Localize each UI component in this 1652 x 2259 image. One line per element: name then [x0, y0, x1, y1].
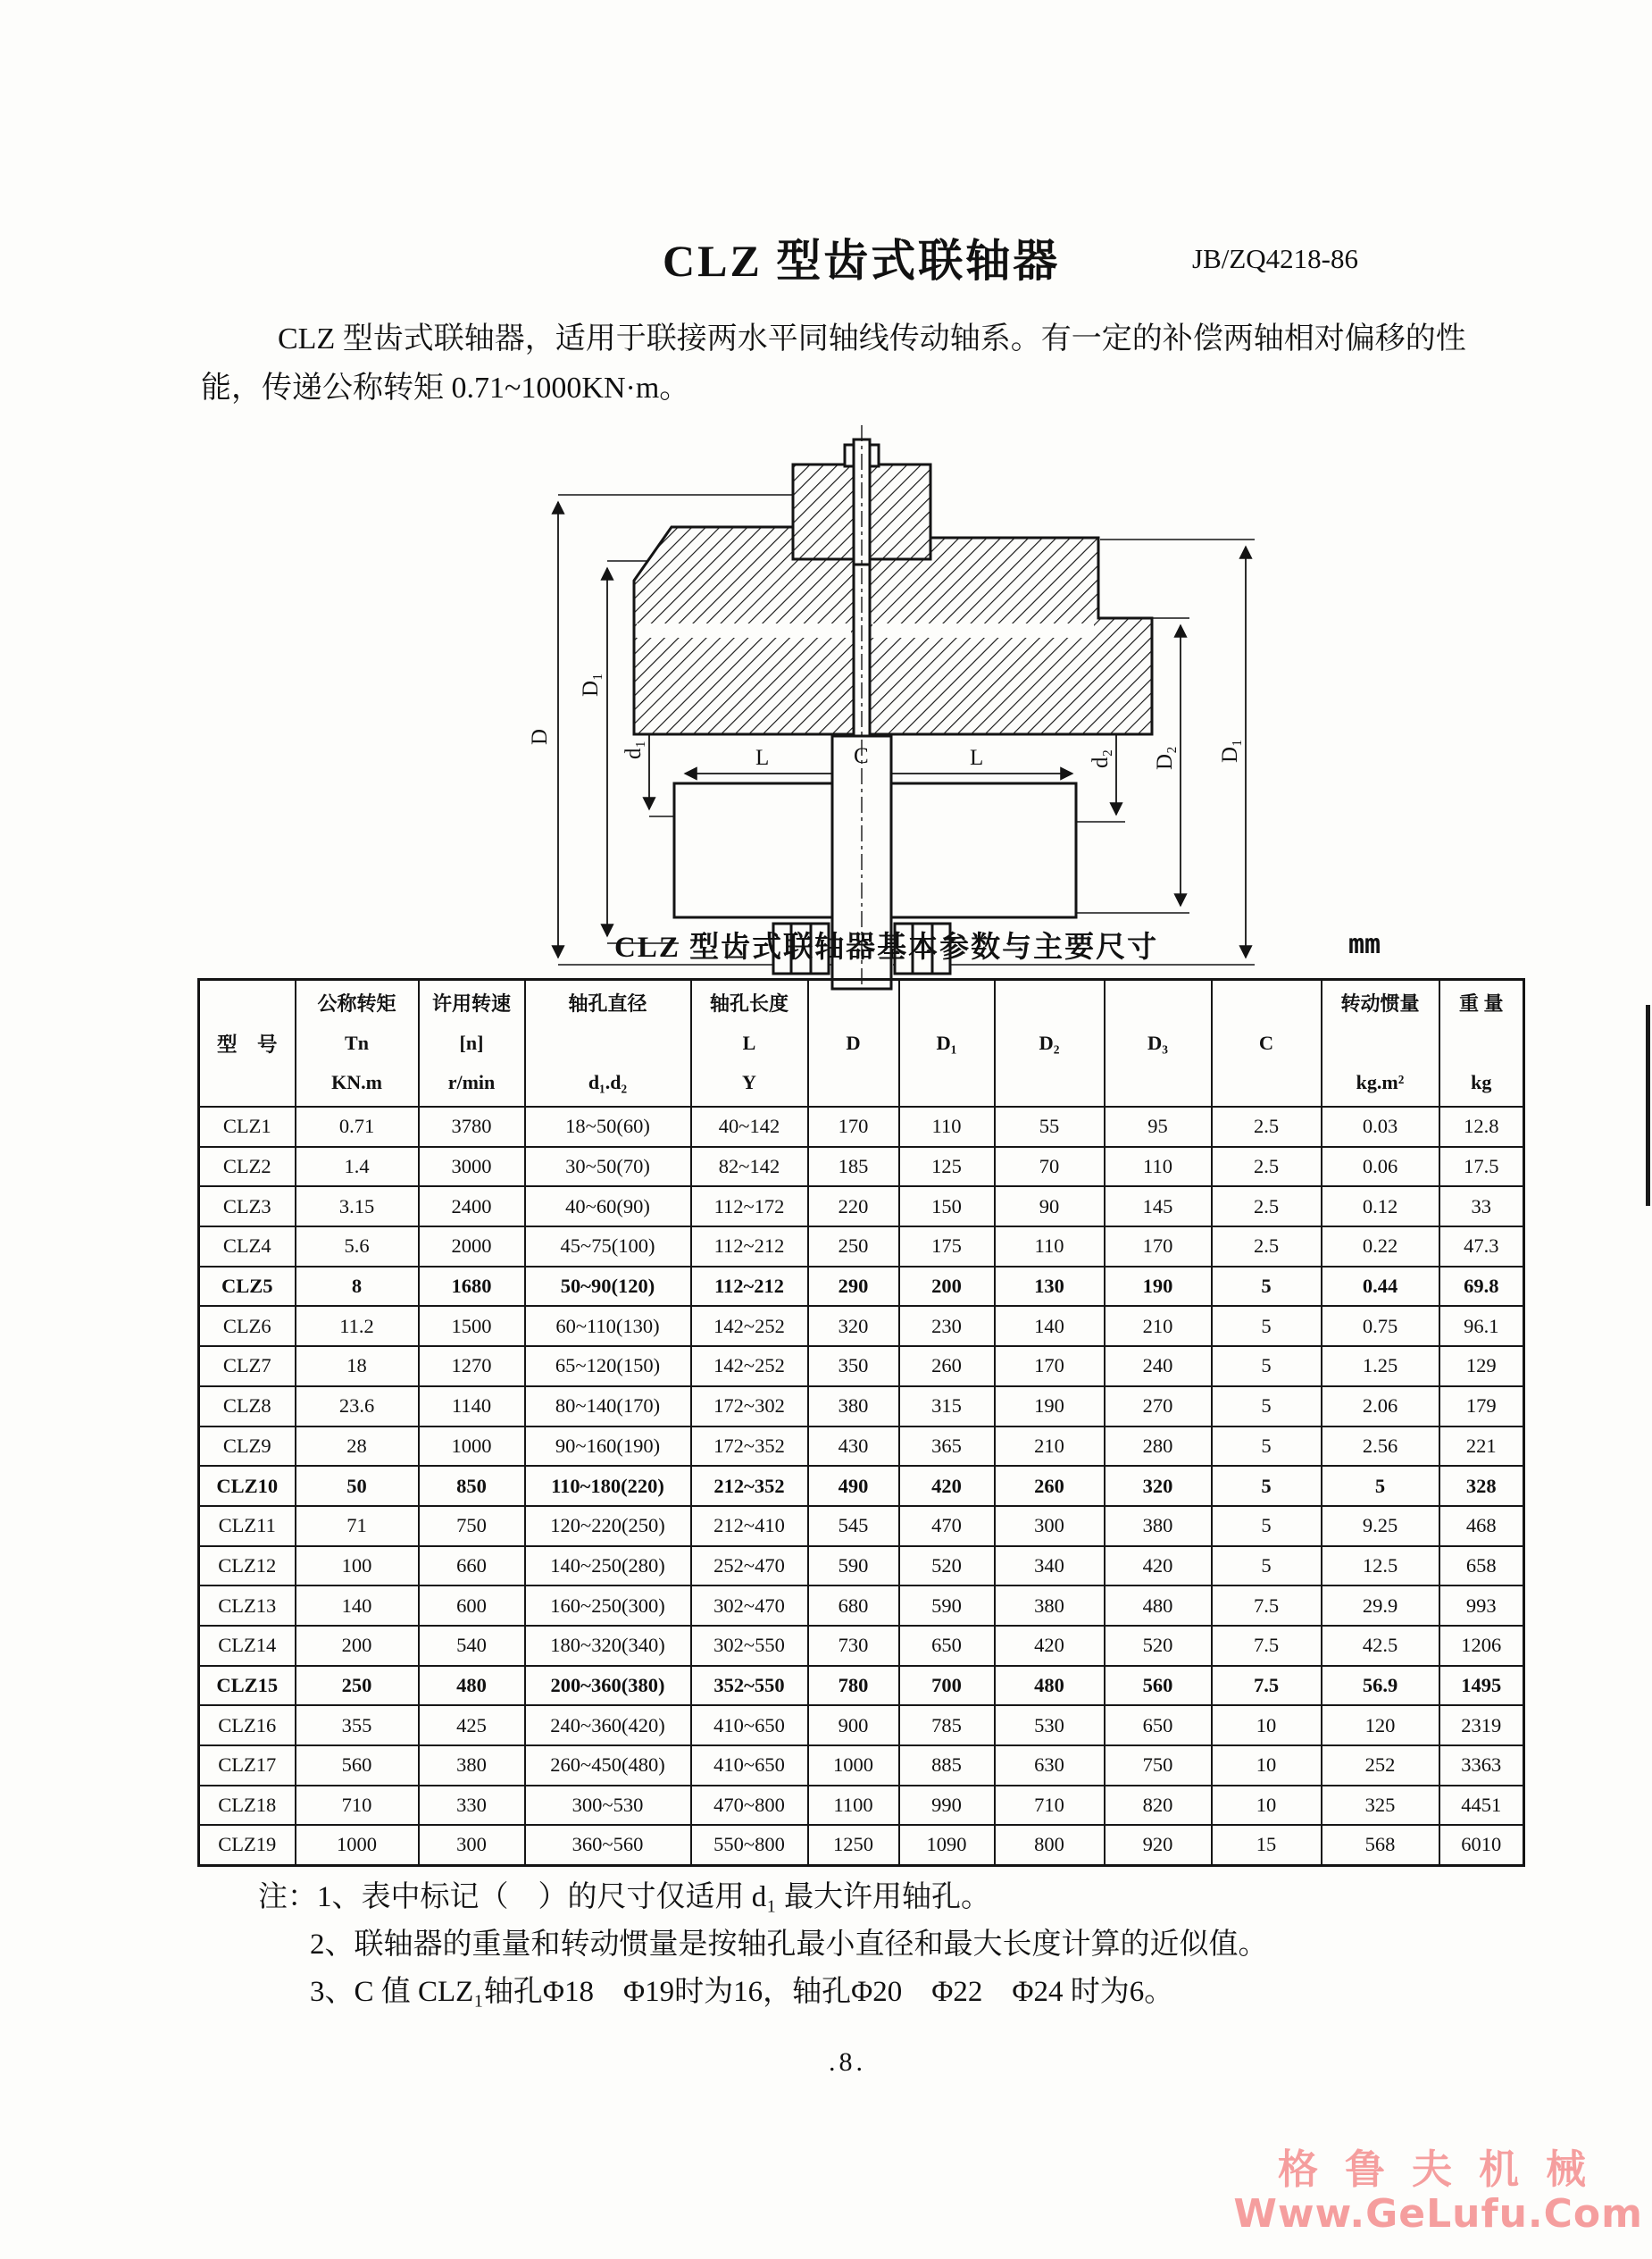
table-cell: 170 [808, 1107, 899, 1147]
table-header-cell: 公称转矩 Tn KN.m [296, 980, 419, 1108]
dim-label-D1-left: D₁ [579, 673, 603, 697]
table-cell: 5.6 [296, 1226, 419, 1267]
table-cell: 730 [808, 1626, 899, 1666]
table-row [199, 1267, 1524, 1307]
table-title: CLZ 型齿式联轴器基本参数与主要尺寸 [614, 932, 1159, 964]
table-cell: 7.5 [1212, 1666, 1322, 1706]
table-cell: 320 [808, 1306, 899, 1346]
table-cell: 480 [995, 1666, 1105, 1706]
table-cell: 200~360(380) [525, 1666, 691, 1706]
table-row [199, 1546, 1524, 1586]
page-title: CLZ 型齿式联轴器 [663, 236, 1061, 286]
table-cell: 18~50(60) [525, 1107, 691, 1147]
table-unit: mm [1348, 929, 1381, 960]
table-cell: 800 [995, 1825, 1105, 1865]
table-cell: 29.9 [1322, 1585, 1439, 1626]
table-cell: 410~650 [691, 1745, 808, 1786]
table-cell: 420 [1105, 1546, 1212, 1586]
parameters-table [197, 978, 1525, 1867]
table-cell: 56.9 [1322, 1666, 1439, 1706]
table-cell: 380 [1105, 1506, 1212, 1546]
table-cell: CLZ6 [199, 1306, 296, 1346]
coupling-section-drawing [500, 413, 1304, 993]
coupling-body [634, 439, 1152, 989]
table-cell: 480 [1105, 1585, 1212, 1626]
table-cell: 10 [1212, 1745, 1322, 1786]
table-cell: 212~410 [691, 1506, 808, 1546]
table-cell: 40~142 [691, 1107, 808, 1147]
table-cell: 2.5 [1212, 1107, 1322, 1147]
table-cell: 1250 [808, 1825, 899, 1865]
table-header-cell: D [808, 980, 899, 1108]
table-cell: 2400 [419, 1186, 525, 1226]
table-cell: 47.3 [1439, 1226, 1524, 1267]
table-row [199, 1626, 1524, 1666]
table-cell: 110 [899, 1107, 995, 1147]
dim-label-D2: D₂ [1153, 746, 1177, 770]
table-cell: CLZ10 [199, 1466, 296, 1506]
table-cell: 221 [1439, 1427, 1524, 1467]
table-cell: 112~212 [691, 1267, 808, 1307]
table-cell: CLZ3 [199, 1186, 296, 1226]
table-cell: CLZ5 [199, 1267, 296, 1307]
table-cell: 23.6 [296, 1386, 419, 1427]
table-cell: 2000 [419, 1226, 525, 1267]
table-cell: 240~360(420) [525, 1705, 691, 1745]
watermark-url: Www.GeLufu.Com [1233, 2190, 1643, 2237]
table-cell: 140 [995, 1306, 1105, 1346]
table-cell: 200 [296, 1626, 419, 1666]
table-cell: CLZ13 [199, 1585, 296, 1626]
table-header-cell: 轴孔直径 d₁.d₂ [525, 980, 691, 1108]
table-cell: 780 [808, 1666, 899, 1706]
table-row [199, 1107, 1524, 1147]
table-cell: 302~550 [691, 1626, 808, 1666]
table-cell: 0.03 [1322, 1107, 1439, 1147]
table-header-cell: D₁ [899, 980, 995, 1108]
table-cell: 320 [1105, 1466, 1212, 1506]
table-cell: 8 [296, 1267, 419, 1307]
table-cell: 140 [296, 1585, 419, 1626]
table-cell: 0.71 [296, 1107, 419, 1147]
table-body [199, 1107, 1524, 1865]
table-cell: 5 [1212, 1386, 1322, 1427]
table-cell: 95 [1105, 1107, 1212, 1147]
table-cell: 11.2 [296, 1306, 419, 1346]
table-cell: 0.44 [1322, 1267, 1439, 1307]
table-cell: 410~650 [691, 1705, 808, 1745]
table-cell: 1680 [419, 1267, 525, 1307]
table-cell: 7.5 [1212, 1626, 1322, 1666]
table-cell: 3000 [419, 1147, 525, 1187]
table-header-cell: D₂ [995, 980, 1105, 1108]
table-cell: 45~75(100) [525, 1226, 691, 1267]
table-row [199, 1506, 1524, 1546]
table-cell: 490 [808, 1466, 899, 1506]
table-cell: 1.25 [1322, 1346, 1439, 1386]
table-header-cell: C [1212, 980, 1322, 1108]
table-cell: 10 [1212, 1786, 1322, 1826]
table-cell: 2319 [1439, 1705, 1524, 1745]
table-cell: 260~450(480) [525, 1745, 691, 1786]
table-cell: 315 [899, 1386, 995, 1427]
table-cell: 850 [419, 1466, 525, 1506]
table-cell: 350 [808, 1346, 899, 1386]
dim-label-L-left: L [755, 746, 770, 770]
table-cell: 7.5 [1212, 1585, 1322, 1626]
table-cell: 110 [995, 1226, 1105, 1267]
table-cell: 18 [296, 1346, 419, 1386]
table-cell: 230 [899, 1306, 995, 1346]
note-item-2: 2、联轴器的重量和转动惯量是按轴孔最小直径和最大长度计算的近似值。 [310, 1929, 1268, 1961]
table-cell: 3363 [1439, 1745, 1524, 1786]
table-cell: 680 [808, 1585, 899, 1626]
table-cell: 145 [1105, 1186, 1212, 1226]
dim-label-C: C [854, 744, 869, 768]
table-cell: CLZ2 [199, 1147, 296, 1187]
table-cell: 5 [1212, 1346, 1322, 1386]
table-cell: 250 [808, 1226, 899, 1267]
table-cell: 80~140(170) [525, 1386, 691, 1427]
table-cell: 142~252 [691, 1306, 808, 1346]
table-cell: 0.22 [1322, 1226, 1439, 1267]
table-cell: 5 [1322, 1466, 1439, 1506]
table-cell: 470~800 [691, 1786, 808, 1826]
table-cell: 260 [995, 1466, 1105, 1506]
table-cell: 1206 [1439, 1626, 1524, 1666]
note-item-3: 3、C 值 CLZ₁轴孔Φ18 Φ19时为16，轴孔Φ20 Φ22 Φ24 时为6。 [310, 1976, 1174, 2008]
table-cell: 1100 [808, 1786, 899, 1826]
table-cell: 250 [296, 1666, 419, 1706]
table-cell: CLZ18 [199, 1786, 296, 1826]
note-label: 注： [258, 1881, 317, 1913]
table-cell: 210 [1105, 1306, 1212, 1346]
table-row [199, 1705, 1524, 1745]
table-cell: 325 [1322, 1786, 1439, 1826]
note-line-2 [258, 1921, 1446, 1969]
scan-edge-artifact [1646, 1005, 1650, 1206]
table-cell: 175 [899, 1226, 995, 1267]
table-cell: 50 [296, 1466, 419, 1506]
table-cell: 112~172 [691, 1186, 808, 1226]
table-cell: 4451 [1439, 1786, 1524, 1826]
table-cell: 172~352 [691, 1427, 808, 1467]
table-cell: 1000 [296, 1825, 419, 1865]
table-row [199, 1585, 1524, 1626]
table-row [199, 1147, 1524, 1187]
table-cell: 28 [296, 1427, 419, 1467]
table-cell: 0.06 [1322, 1147, 1439, 1187]
table-cell: 112~212 [691, 1226, 808, 1267]
table-cell: 300~530 [525, 1786, 691, 1826]
intro-paragraph [201, 314, 1536, 413]
note-line-1 [258, 1874, 1446, 1921]
table-cell: 1270 [419, 1346, 525, 1386]
table-header-cell: 重 量 kg [1439, 980, 1524, 1108]
table-cell: 330 [419, 1786, 525, 1826]
table-cell: 545 [808, 1506, 899, 1546]
table-cell: 300 [419, 1825, 525, 1865]
table-row [199, 1427, 1524, 1467]
table-cell: 820 [1105, 1786, 1212, 1826]
table-cell: 302~470 [691, 1585, 808, 1626]
table-row [199, 1386, 1524, 1427]
table-cell: 530 [995, 1705, 1105, 1745]
table-row [199, 1466, 1524, 1506]
table-cell: 750 [1105, 1745, 1212, 1786]
intro-line-1: CLZ 型齿式联轴器，适用于联接两水平同轴线传动轴系。有一定的补偿两轴相对偏移的性 [278, 322, 1466, 356]
table-cell: 360~560 [525, 1825, 691, 1865]
table-cell: 12.8 [1439, 1107, 1524, 1147]
table-cell: CLZ16 [199, 1705, 296, 1745]
note-item-1: 1、表中标记（ ）的尺寸仅适用 d₁ 最大许用轴孔。 [317, 1881, 991, 1913]
table-cell: 5 [1212, 1427, 1322, 1467]
table-cell: 990 [899, 1786, 995, 1826]
table-cell: 170 [995, 1346, 1105, 1386]
table-cell: 2.56 [1322, 1427, 1439, 1467]
table-cell: 185 [808, 1147, 899, 1187]
table-cell: 5 [1212, 1267, 1322, 1307]
table-cell: 110 [1105, 1147, 1212, 1187]
table-cell: 3780 [419, 1107, 525, 1147]
table-cell: 785 [899, 1705, 995, 1745]
table-cell: 352~550 [691, 1666, 808, 1706]
table-cell: CLZ9 [199, 1427, 296, 1467]
table-row [199, 1226, 1524, 1267]
page-number: .8. [829, 2047, 866, 2077]
table-cell: 420 [995, 1626, 1105, 1666]
table-cell: 70 [995, 1147, 1105, 1187]
table-cell: 6010 [1439, 1825, 1524, 1865]
table-cell: 430 [808, 1427, 899, 1467]
table-cell: 660 [419, 1546, 525, 1586]
table-cell: 260 [899, 1346, 995, 1386]
table-cell: 750 [419, 1506, 525, 1546]
table-cell: 560 [1105, 1666, 1212, 1706]
table-cell: 55 [995, 1107, 1105, 1147]
table-cell: 180~320(340) [525, 1626, 691, 1666]
table-cell: 520 [1105, 1626, 1212, 1666]
table-cell: 1090 [899, 1825, 995, 1865]
table-cell: 252~470 [691, 1546, 808, 1586]
table-cell: 630 [995, 1745, 1105, 1786]
watermark-cn: 格鲁夫机械 [1277, 2147, 1613, 2193]
table-cell: CLZ11 [199, 1506, 296, 1546]
table-cell: 560 [296, 1745, 419, 1786]
table-cell: 125 [899, 1147, 995, 1187]
table-cell: 69.8 [1439, 1267, 1524, 1307]
table-cell: 920 [1105, 1825, 1212, 1865]
table-row [199, 1666, 1524, 1706]
table-cell: 420 [899, 1466, 995, 1506]
table-cell: 96.1 [1439, 1306, 1524, 1346]
table-header-cell: 许用转速 [n] r/min [419, 980, 525, 1108]
table-cell: CLZ4 [199, 1226, 296, 1267]
table-cell: CLZ1 [199, 1107, 296, 1147]
table-cell: 900 [808, 1705, 899, 1745]
table-cell: 885 [899, 1745, 995, 1786]
table-cell: 190 [1105, 1267, 1212, 1307]
table-cell: 5 [1212, 1306, 1322, 1346]
table-row [199, 1745, 1524, 1786]
table-cell: 550~800 [691, 1825, 808, 1865]
table-row [199, 1825, 1524, 1865]
table-cell: 179 [1439, 1386, 1524, 1427]
table-cell: CLZ14 [199, 1626, 296, 1666]
table-header-row [199, 980, 1524, 1108]
table-cell: 212~352 [691, 1466, 808, 1506]
table-cell: CLZ12 [199, 1546, 296, 1586]
table-cell: 5 [1212, 1466, 1322, 1506]
watermark [1233, 2148, 1643, 2236]
table-cell: 129 [1439, 1346, 1524, 1386]
table-row [199, 1306, 1524, 1346]
table-cell: CLZ7 [199, 1346, 296, 1386]
table-cell: 82~142 [691, 1147, 808, 1187]
table-cell: 328 [1439, 1466, 1524, 1506]
table-cell: 15 [1212, 1825, 1322, 1865]
table-cell: 33 [1439, 1186, 1524, 1226]
table-cell: 42.5 [1322, 1626, 1439, 1666]
table-row [199, 1186, 1524, 1226]
table-cell: 1495 [1439, 1666, 1524, 1706]
table-cell: 2.5 [1212, 1226, 1322, 1267]
table-cell: 540 [419, 1626, 525, 1666]
table-cell: 252 [1322, 1745, 1439, 1786]
table-cell: 280 [1105, 1427, 1212, 1467]
dim-label-L-right: L [970, 746, 984, 770]
table-row [199, 1346, 1524, 1386]
intro-line-2: 能，传递公称转矩 0.71~1000KN·m。 [201, 372, 690, 405]
dim-label-D: D [528, 728, 552, 745]
table-cell: 650 [1105, 1705, 1212, 1745]
table-cell: 270 [1105, 1386, 1212, 1427]
table-cell: 520 [899, 1546, 995, 1586]
dim-label-D1-right: D₁ [1218, 739, 1242, 763]
table-header-cell: D₃ [1105, 980, 1212, 1108]
table-cell: 170 [1105, 1226, 1212, 1267]
table-row [199, 1786, 1524, 1826]
table-cell: CLZ8 [199, 1386, 296, 1427]
table-cell: 240 [1105, 1346, 1212, 1386]
dim-label-d1: d₁ [622, 740, 646, 759]
table-cell: 300 [995, 1506, 1105, 1546]
table-cell: 10 [1212, 1705, 1322, 1745]
table-cell: 380 [419, 1745, 525, 1786]
table-cell: 2.06 [1322, 1386, 1439, 1427]
table-cell: 12.5 [1322, 1546, 1439, 1586]
table-cell: 71 [296, 1506, 419, 1546]
table-cell: 290 [808, 1267, 899, 1307]
table-cell: 65~120(150) [525, 1346, 691, 1386]
table-cell: 1.4 [296, 1147, 419, 1187]
table-cell: 3.15 [296, 1186, 419, 1226]
table-cell: 340 [995, 1546, 1105, 1586]
table-cell: 480 [419, 1666, 525, 1706]
table-cell: 1000 [808, 1745, 899, 1786]
table-cell: 100 [296, 1546, 419, 1586]
table-cell: 120~220(250) [525, 1506, 691, 1546]
table-cell: 468 [1439, 1506, 1524, 1546]
table-cell: CLZ19 [199, 1825, 296, 1865]
table-cell: 365 [899, 1427, 995, 1467]
table-cell: 600 [419, 1585, 525, 1626]
table-cell: 1140 [419, 1386, 525, 1427]
table-cell: 40~60(90) [525, 1186, 691, 1226]
table-cell: 140~250(280) [525, 1546, 691, 1586]
standard-number: JB/ZQ4218-86 [1192, 243, 1358, 274]
table-cell: 220 [808, 1186, 899, 1226]
table-cell: CLZ17 [199, 1745, 296, 1786]
table-cell: 90 [995, 1186, 1105, 1226]
table-cell: 710 [995, 1786, 1105, 1826]
table-cell: 130 [995, 1267, 1105, 1307]
table-cell: 17.5 [1439, 1147, 1524, 1187]
table-cell: 2.5 [1212, 1147, 1322, 1187]
table-cell: 30~50(70) [525, 1147, 691, 1187]
notes [258, 1874, 1446, 2016]
table-cell: 210 [995, 1427, 1105, 1467]
table-cell: 160~250(300) [525, 1585, 691, 1626]
table-cell: 993 [1439, 1585, 1524, 1626]
table-cell: 425 [419, 1705, 525, 1745]
table-header-cell: 轴孔长度 L Y [691, 980, 808, 1108]
table-cell: 90~160(190) [525, 1427, 691, 1467]
table-cell: 0.12 [1322, 1186, 1439, 1226]
table-cell: 658 [1439, 1546, 1524, 1586]
table-cell: 172~302 [691, 1386, 808, 1427]
table-header-cell: 型 号 [199, 980, 296, 1108]
table-cell: 50~90(120) [525, 1267, 691, 1307]
dim-label-d2: d₂ [1089, 749, 1113, 768]
table-cell: 650 [899, 1626, 995, 1666]
table-cell: CLZ15 [199, 1666, 296, 1706]
table-cell: 2.5 [1212, 1186, 1322, 1226]
table-cell: 355 [296, 1705, 419, 1745]
table-head [199, 980, 1524, 1108]
table-cell: 700 [899, 1666, 995, 1706]
table-cell: 1000 [419, 1427, 525, 1467]
table-cell: 568 [1322, 1825, 1439, 1865]
table-cell: 120 [1322, 1705, 1439, 1745]
table-cell: 190 [995, 1386, 1105, 1427]
table-cell: 380 [808, 1386, 899, 1427]
note-line-3 [258, 1969, 1446, 2016]
table-cell: 470 [899, 1506, 995, 1546]
table-header-cell: 转动惯量 kg.m² [1322, 980, 1439, 1108]
table-cell: 5 [1212, 1546, 1322, 1586]
table-cell: 9.25 [1322, 1506, 1439, 1546]
table-cell: 60~110(130) [525, 1306, 691, 1346]
table-cell: 150 [899, 1186, 995, 1226]
table-cell: 590 [899, 1585, 995, 1626]
table-cell: 710 [296, 1786, 419, 1826]
table-cell: 200 [899, 1267, 995, 1307]
table-cell: 110~180(220) [525, 1466, 691, 1506]
table-cell: 5 [1212, 1506, 1322, 1546]
table-cell: 380 [995, 1585, 1105, 1626]
table-cell: 1500 [419, 1306, 525, 1346]
table-cell: 0.75 [1322, 1306, 1439, 1346]
table-cell: 142~252 [691, 1346, 808, 1386]
table-cell: 590 [808, 1546, 899, 1586]
